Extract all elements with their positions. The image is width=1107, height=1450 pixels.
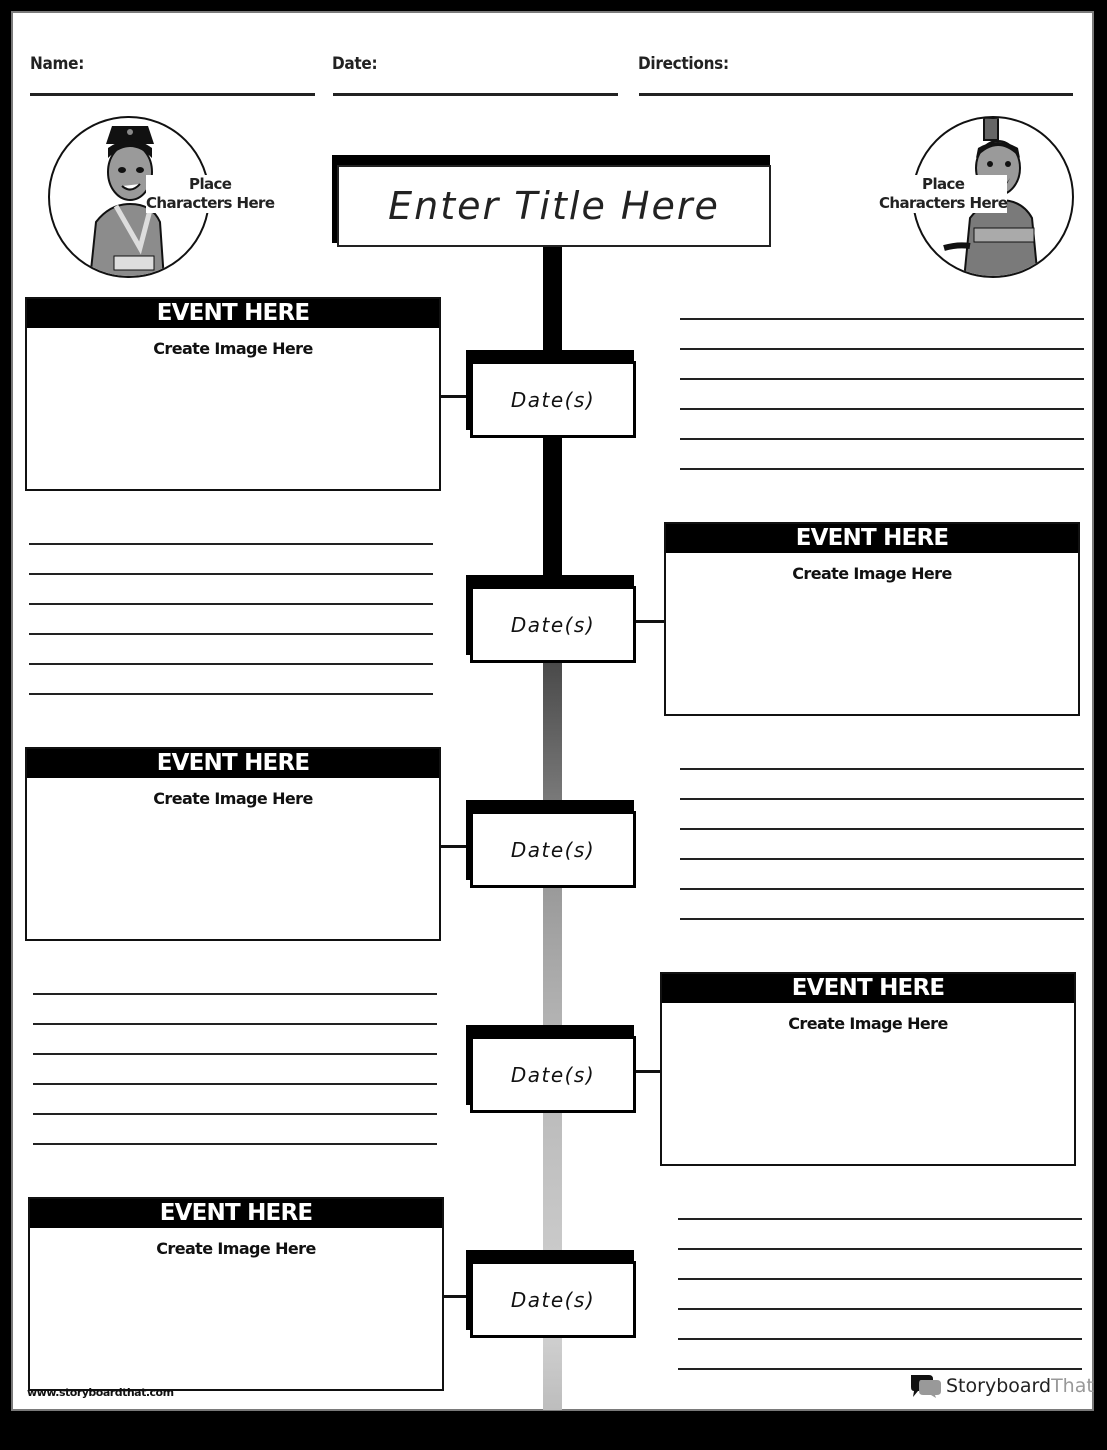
writing-line[interactable] [680, 858, 1084, 860]
writing-line[interactable] [33, 993, 437, 995]
writing-line[interactable] [680, 828, 1084, 830]
writing-line[interactable] [678, 1278, 1082, 1280]
writing-line[interactable] [680, 438, 1084, 440]
hint-line-2: Characters Here [879, 194, 1008, 212]
event-box-4[interactable] [660, 972, 1076, 1166]
writing-line[interactable] [680, 918, 1084, 920]
writing-line[interactable] [680, 378, 1084, 380]
timeline-spine-segment [543, 1113, 562, 1253]
writing-line[interactable] [33, 1083, 437, 1085]
date-box-4[interactable] [470, 1036, 636, 1113]
event-box-1[interactable] [25, 297, 441, 491]
date-label: Date(s) [510, 612, 596, 637]
brand-primary: Storyboard [946, 1375, 1052, 1397]
event-heading: EVENT HERE [30, 1199, 442, 1228]
hint-line-1: Place [189, 175, 232, 193]
writing-line[interactable] [680, 468, 1084, 470]
timeline-spine-segment [543, 1338, 562, 1410]
date-box-1[interactable] [470, 361, 636, 438]
event-box-5[interactable] [28, 1197, 444, 1391]
writing-line[interactable] [678, 1368, 1082, 1370]
timeline-spine-segment [543, 888, 562, 1028]
hint-line-2: Characters Here [146, 194, 275, 212]
writing-line[interactable] [29, 663, 433, 665]
writing-line[interactable] [680, 348, 1084, 350]
footer-url[interactable]: www.storyboardthat.com [27, 1386, 174, 1399]
page-title: Enter Title Here [388, 184, 720, 228]
writing-line[interactable] [33, 1113, 437, 1115]
writing-line[interactable] [680, 768, 1084, 770]
writing-line[interactable] [678, 1308, 1082, 1310]
writing-line[interactable] [680, 318, 1084, 320]
date-label: Date(s) [510, 1062, 596, 1087]
directions-field[interactable] [639, 93, 1073, 96]
date-label: Date(s) [510, 1287, 596, 1312]
connector-line [636, 1070, 662, 1073]
image-placeholder: Create Image Here [153, 789, 313, 808]
writing-line[interactable] [29, 603, 433, 605]
date-label: Date(s) [510, 387, 596, 412]
writing-line[interactable] [680, 408, 1084, 410]
date-box-5[interactable] [470, 1261, 636, 1338]
date-label: Date(s) [510, 837, 596, 862]
hint-line-1: Place [922, 175, 965, 193]
date-label: Date: [332, 54, 378, 74]
writing-line[interactable] [678, 1218, 1082, 1220]
event-heading: EVENT HERE [666, 524, 1078, 553]
image-placeholder: Create Image Here [156, 1239, 316, 1258]
date-box-2[interactable] [470, 586, 636, 663]
title-box[interactable] [337, 165, 771, 247]
writing-line[interactable] [33, 1053, 437, 1055]
event-box-2[interactable] [664, 522, 1080, 716]
writing-line[interactable] [678, 1248, 1082, 1250]
image-placeholder: Create Image Here [792, 564, 952, 583]
event-heading: EVENT HERE [27, 299, 439, 328]
writing-line[interactable] [29, 633, 433, 635]
event-heading: EVENT HERE [27, 749, 439, 778]
character-hint-left [146, 175, 274, 213]
character-hint-right [879, 175, 1007, 213]
writing-line[interactable] [678, 1338, 1082, 1340]
writing-line[interactable] [680, 888, 1084, 890]
connector-line [636, 620, 666, 623]
date-field[interactable] [333, 93, 618, 96]
directions-label: Directions: [638, 54, 729, 74]
image-placeholder: Create Image Here [153, 339, 313, 358]
image-placeholder: Create Image Here [788, 1014, 948, 1033]
brand-secondary: That [1051, 1375, 1094, 1397]
brand-logo[interactable] [909, 1373, 1094, 1399]
name-field[interactable] [30, 93, 315, 96]
event-box-3[interactable] [25, 747, 441, 941]
writing-line[interactable] [29, 693, 433, 695]
writing-line[interactable] [33, 1143, 437, 1145]
timeline-spine-segment [543, 663, 562, 803]
writing-line[interactable] [33, 1023, 437, 1025]
name-label: Name: [30, 54, 85, 74]
writing-line[interactable] [29, 543, 433, 545]
speech-bubbles-icon [909, 1373, 943, 1399]
writing-line[interactable] [680, 798, 1084, 800]
event-heading: EVENT HERE [662, 974, 1074, 1003]
date-box-3[interactable] [470, 811, 636, 888]
writing-line[interactable] [29, 573, 433, 575]
